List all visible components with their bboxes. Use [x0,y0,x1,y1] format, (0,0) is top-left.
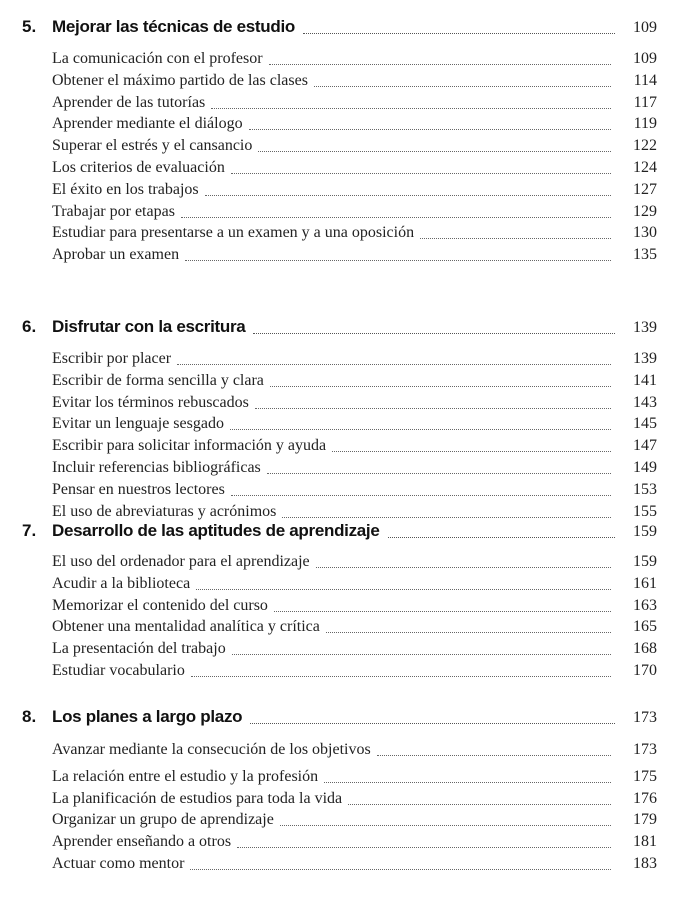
chapter-number: 7. [22,521,37,540]
toc-entry[interactable] [52,618,657,639]
toc-entry[interactable] [52,50,657,71]
toc-entry[interactable] [52,137,657,158]
entry-title: Evitar un lenguaje sesgado [52,415,224,432]
entry-title: Incluir referencias bibliográficas [52,459,261,476]
entry-page-number: 139 [633,350,657,367]
entry-title: Organizar un grupo de aprendizaje [52,811,274,828]
entry-page-number: 173 [633,741,657,758]
entry-page-number: 122 [633,137,657,154]
dot-leader [324,782,611,783]
entry-page-number: 159 [633,553,657,570]
entry-title: Superar el estrés y el cansancio [52,137,253,154]
entry-page-number: 141 [633,372,657,389]
dot-leader [196,589,611,590]
entry-page-number: 114 [633,72,657,89]
toc-entry[interactable] [52,437,657,458]
chapter-heading[interactable] [22,17,657,39]
chapter-title: Disfrutar con la escritura [52,317,246,336]
entry-title: Escribir por placer [52,350,172,367]
entry-title: Avanzar mediante la consecución de los objetivos [52,741,371,758]
toc-entry[interactable] [52,575,657,596]
chapter-heading[interactable] [22,521,657,543]
toc-entry[interactable] [52,372,657,393]
entry-title: Pensar en nuestros lectores [52,481,225,498]
toc-entry[interactable] [52,640,657,661]
entry-page-number: 145 [633,415,657,432]
chapter-number: 5. [22,17,37,36]
entry-page-number: 168 [633,640,657,657]
chapter-title: Desarrollo de las aptitudes de aprendizaje [52,521,380,540]
dot-leader [348,804,611,805]
entry-title: Escribir para solicitar información y ayuda [52,437,327,454]
entry-title: Aprender enseñando a otros [52,833,232,850]
toc-entry[interactable] [52,203,657,224]
toc-entry[interactable] [52,855,657,876]
entry-title: Estudiar vocabulario [52,662,185,679]
toc-entry[interactable] [52,662,657,683]
toc-entry[interactable] [52,115,657,136]
dot-leader [231,173,611,174]
entry-page-number: 170 [633,662,657,679]
entry-page-number: 153 [633,481,657,498]
toc-entry[interactable] [52,597,657,618]
toc-entry[interactable] [52,394,657,415]
toc-entry[interactable] [52,481,657,502]
entry-page-number: 175 [633,768,657,785]
chapter-page-number: 109 [633,19,657,36]
entry-title: El uso del ordenador para el aprendizaje [52,553,310,570]
dot-leader [211,108,611,109]
dot-leader [177,364,611,365]
dot-leader [255,408,611,409]
entry-page-number: 181 [633,833,657,850]
chapter-heading[interactable] [22,707,657,729]
entry-title: Evitar los términos rebuscados [52,394,249,411]
toc-entry[interactable] [52,459,657,480]
entry-page-number: 149 [633,459,657,476]
entry-title: Aprender de las tutorías [52,94,206,111]
toc-entry[interactable] [52,72,657,93]
entry-page-number: 183 [633,855,657,872]
toc-entry[interactable] [52,224,657,245]
entry-page-number: 176 [633,790,657,807]
entry-page-number: 117 [633,94,657,111]
dot-leader [326,632,611,633]
toc-entry[interactable] [52,159,657,180]
toc-entry[interactable] [52,415,657,436]
dot-leader [185,260,611,261]
chapter-title: Los planes a largo plazo [52,707,243,726]
entry-title: Actuar como mentor [52,855,185,872]
entry-title: La presentación del trabajo [52,640,226,657]
entry-page-number: 165 [633,618,657,635]
dot-leader [230,429,611,430]
dot-leader [231,495,611,496]
chapter-page-number: 139 [633,319,657,336]
dot-leader [258,151,611,152]
entry-title: Aprender mediante el diálogo [52,115,243,132]
entry-title: Trabajar por etapas [52,203,175,220]
dot-leader [250,723,615,724]
entry-title: La planificación de estudios para toda la vida [52,790,343,807]
dot-leader [314,86,611,87]
entry-page-number: 127 [633,181,657,198]
entry-title: El uso de abreviaturas y acrónimos [52,503,277,520]
chapter-page-number: 173 [633,709,657,726]
entry-title: La comunicación con el profesor [52,50,263,67]
dot-leader [282,517,611,518]
dot-leader [190,869,611,870]
entry-page-number: 161 [633,575,657,592]
toc-entry[interactable] [52,246,657,267]
dot-leader [269,64,611,65]
entry-page-number: 109 [633,50,657,67]
entry-title: Estudiar para presentarse a un examen y a una oposición [52,224,415,241]
toc-entry[interactable] [52,833,657,854]
toc-entry[interactable] [52,790,657,811]
dot-leader [232,654,611,655]
toc-entry[interactable] [52,181,657,202]
chapter-number: 6. [22,317,37,336]
entry-title: Acudir a la biblioteca [52,575,191,592]
entry-page-number: 143 [633,394,657,411]
toc-entry[interactable] [52,350,657,371]
dot-leader [249,129,611,130]
entry-title: Aprobar un examen [52,246,180,263]
entry-page-number: 135 [633,246,657,263]
entry-page-number: 179 [633,811,657,828]
dot-leader [267,473,611,474]
toc-entry[interactable] [52,768,657,789]
entry-title: Obtener una mentalidad analítica y crítica [52,618,320,635]
entry-title: Los criterios de evaluación [52,159,225,176]
dot-leader [420,238,611,239]
dot-leader [237,847,611,848]
dot-leader [332,451,611,452]
chapter-page-number: 159 [633,523,657,540]
toc-entry[interactable] [52,811,657,832]
dot-leader [181,217,611,218]
entry-title: El éxito en los trabajos [52,181,199,198]
toc-entry[interactable] [52,553,657,574]
entry-page-number: 155 [633,503,657,520]
toc-entry[interactable] [52,94,657,115]
chapter-title: Mejorar las técnicas de estudio [52,17,295,36]
dot-leader [270,386,611,387]
entry-page-number: 124 [633,159,657,176]
chapter-heading[interactable] [22,317,657,339]
entry-title: Obtener el máximo partido de las clases [52,72,308,89]
entry-page-number: 147 [633,437,657,454]
dot-leader [316,567,611,568]
dot-leader [191,676,611,677]
entry-title: Escribir de forma sencilla y clara [52,372,264,389]
toc-entry[interactable] [52,741,657,762]
entry-page-number: 129 [633,203,657,220]
dot-leader [388,537,615,538]
dot-leader [377,755,611,756]
chapter-number: 8. [22,707,37,726]
entry-page-number: 130 [633,224,657,241]
dot-leader [280,825,611,826]
dot-leader [205,195,611,196]
entry-title: La relación entre el estudio y la profesión [52,768,319,785]
dot-leader [253,333,615,334]
entry-title: Memorizar el contenido del curso [52,597,268,614]
entry-page-number: 163 [633,597,657,614]
entry-page-number: 119 [633,115,657,132]
dot-leader [274,611,611,612]
dot-leader [303,33,615,34]
